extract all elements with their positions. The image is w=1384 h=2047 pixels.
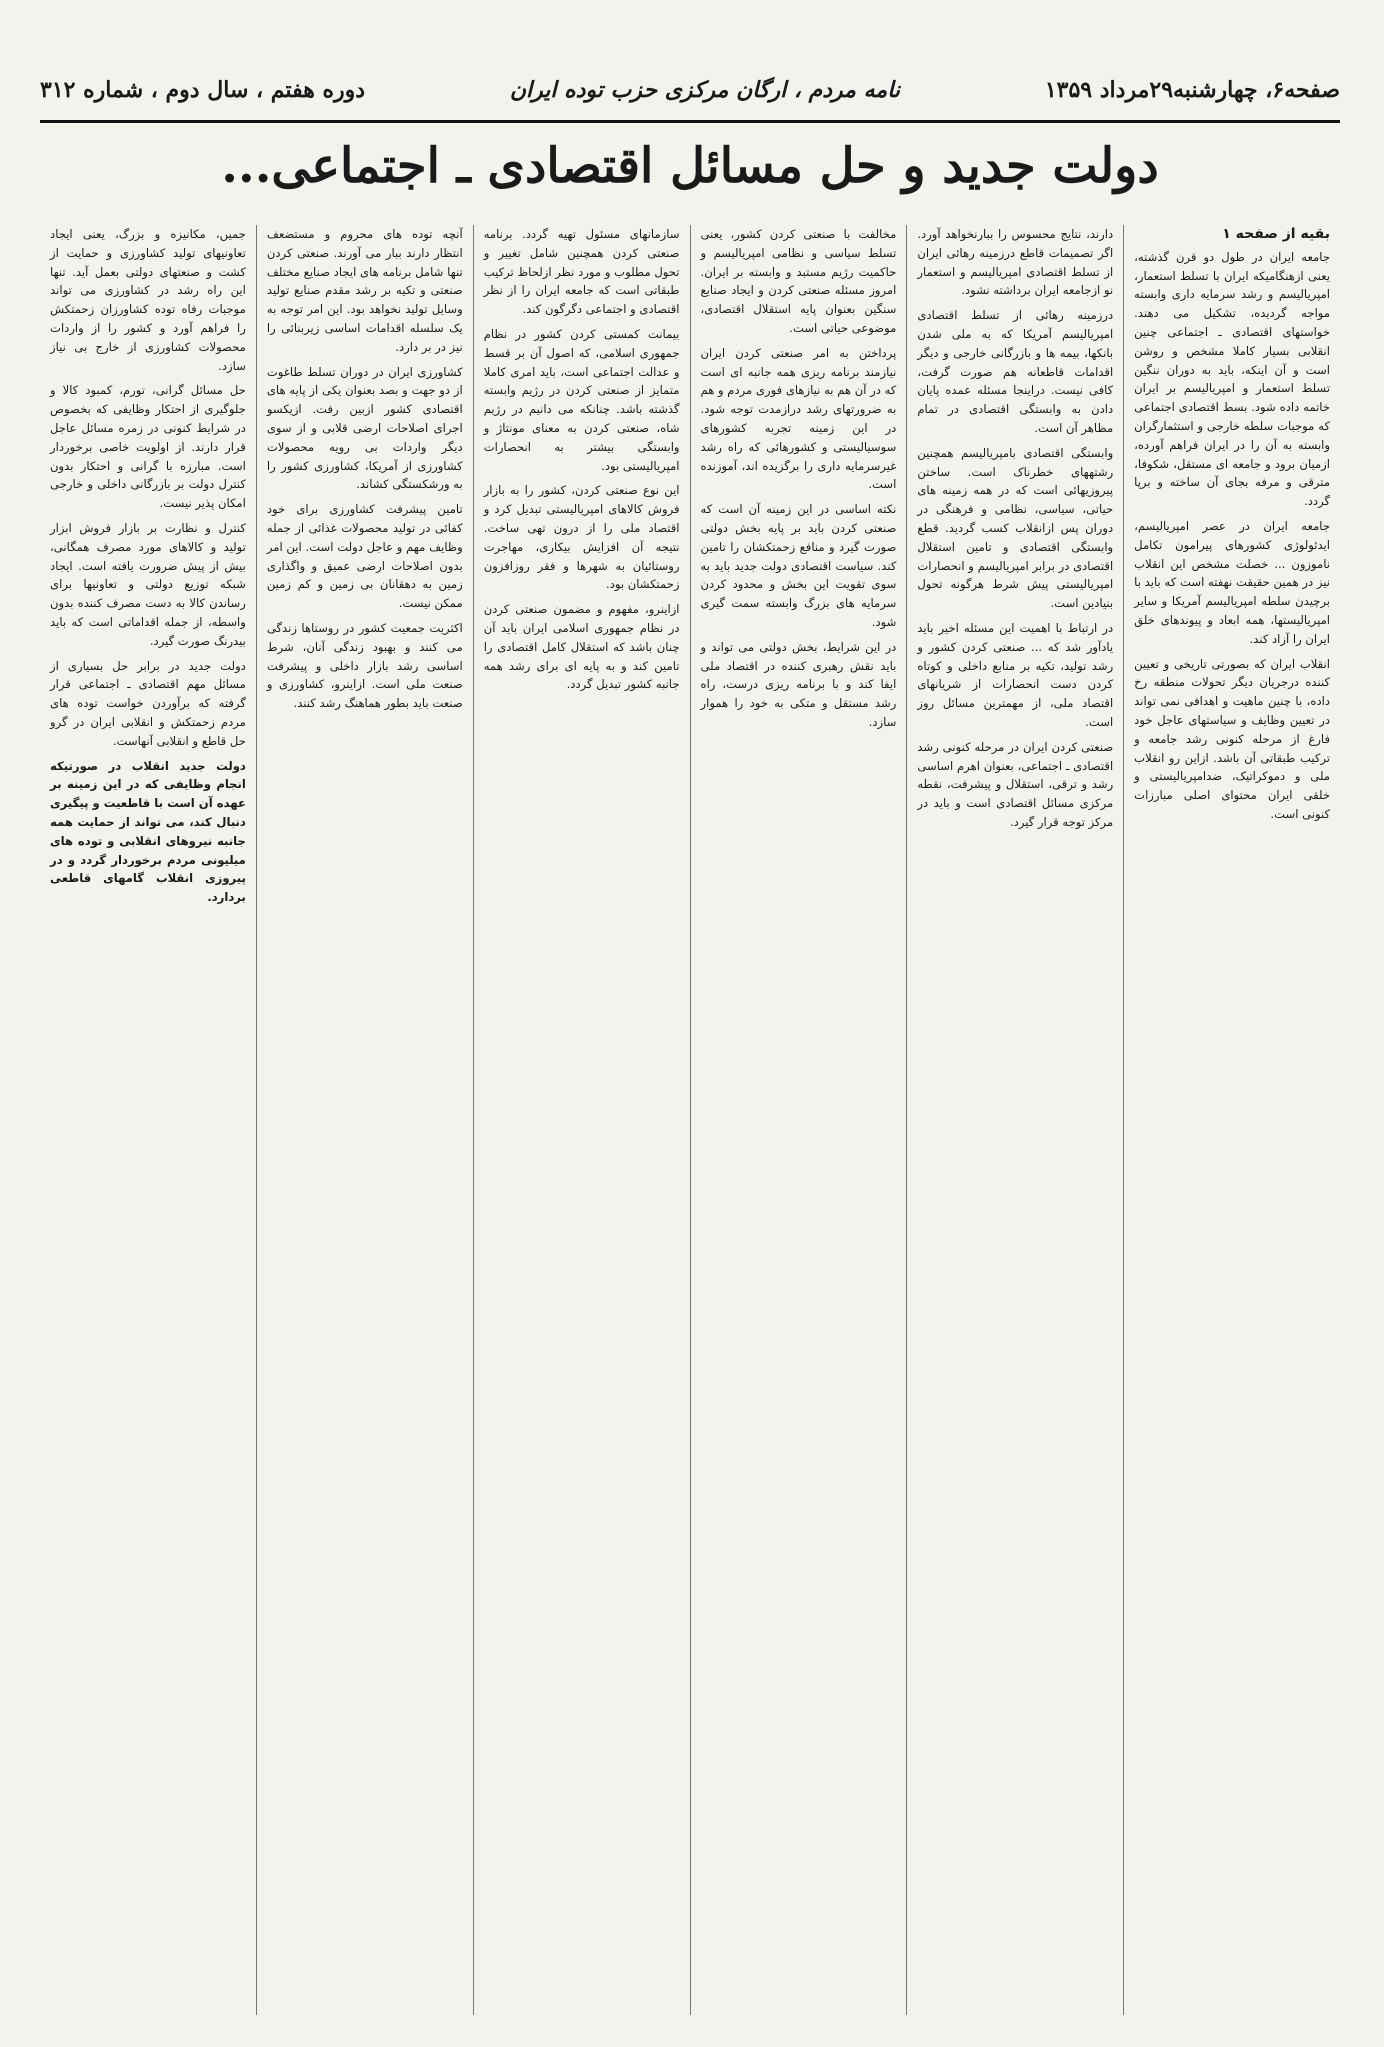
article-headline: دولت جدید و حل مسائل اقتصادی ـ اجتماعی... <box>221 138 1159 194</box>
paragraph: وابستگی اقتصادی بامپریالیسم همچنین رشتههای خطرناک است. ساختن پیروزیهائی است که در همه زمینه های حیاتی، سیاسی، نظامی و فرهنگی در دوران پس ازانقلاب کسب گردید. قطع وابستگی اقتصادی و تامین استقلال اقتصادی در برابر امپریالیسم و انحصارات امپریالیستی پیش شرط هرگونه تحول بنیادین است. <box>917 445 1114 611</box>
paragraph: جمیں، مکانیزه و بزرگ، یعنی ایجاد تعاونیهای تولید کشاورزی و حمایت از کشت و صنعتهای دولتی بعمل آید. تنها این راه رشد در کشاورزی می تواند موجبات رفاه توده کشاورزان زحمتکش را فراهم آورد و کشور را از واردات محصولات کشاورزی از خارج بی نیاز سازد. <box>50 227 246 373</box>
paragraph: بیمانت کمستی کردن کشور در نظام جمهوری اسلامی، که اصول آن بر قسط و عدالت اجتماعی است، باید امری کاملا متمایز از صنعتی کردن در رژیم وابسته گذشته باشد. چنانکه می دانیم در رژیم شاه، صنعتی کردن به معنای مونتاژ و وابستگی بیشتر به انحصارات امپریالیستی بود. <box>483 326 680 473</box>
paragraph: درزمینه رهائی از تسلط اقتصادی امپریالیسم آمریکا که به ملی شدن بانکها، بیمه ها و بازرگانی خارجی و دیگر اقدامات قاطعانه هم صورت گرفت، کافی نیست. دراینجا مسئله عمده پایان دادن به وابستگی اقتصادی در تمام مظاهر آن است. <box>917 308 1114 435</box>
paragraph: کنترل و نظارت بر بازار فروش ابزار تولید و کالاهای مورد مصرف همگانی، بیش از پیش ضرورت یافته است. ایجاد شبکه توزیع دولتی و تعاونیها برای رساندن کالا به دست مصرف کننده بدون واسطه، از جمله اقداماتی است که باید بیدرنگ صورت گیرد. <box>50 520 246 648</box>
paragraph: تامین پیشرفت کشاورزی برای خود کفائی در تولید محصولات غذائی از جمله وظایف مهم و عاجل دولت است. این امر بدون اصلاحات ارضی عمیق و واگذاری زمین به دهقانان بی زمین و کم زمین ممکن نیست. <box>266 502 463 611</box>
paragraph: سازمانهای مسئول تهیه گردد. برنامه صنعتی کردن همچنین شامل تغییر و تحول مطلوب و مورد نظر ازلحاظ ترکیب طبقاتی است که جامعه ایران را از نظر اقتصادی و اجتماعی دگرگون کند. <box>483 227 680 317</box>
paragraph: صنعتی کردن ایران در مرحله کنونی رشد اقتصادی ـ اجتماعی، بعنوان اهرم اساسی رشد و ترقی، استقلال و پیشرفت، نقطه مرکزی مسائل اقتصادی است و باید در مرکز توجه قرار گیرد. <box>917 739 1114 829</box>
paragraph: دولت جدید انقلاب در صورتیکه انجام وظایفی که در این زمینه بر عهده آن است با قاطعیت و پیگیری دنبال کند، می تواند از حمایت همه جانبه نیروهای انقلابی و توده های میلیونی مردم برخوردار گردد و در پیروزی انقلاب گامهای قاطعی بردارد. <box>50 758 246 905</box>
paragraph: این نوع صنعتی کردن، کشور را به بازار فروش کالاهای امپریالیستی تبدیل کرد و اقتصاد ملی را از درون تهی ساخت. نتیجه آن افزایش بیکاری، مهاجرت روستائیان به شهرها و فقر روزافزون زحمتکشان بود. <box>483 483 680 592</box>
paragraph: در ارتباط با اهمیت این مسئله اخیر باید یادآور شد که ... صنعتی کردن کشور و رشد تولید، تکیه بر منابع داخلی و کوتاه کردن دست انحصارات از شریانهای اقتصاد ملی، از مهمترین مسائل روز است. <box>917 620 1114 729</box>
article-columns <box>40 225 1340 2015</box>
paragraph: نکته اساسی در این زمینه آن است که صنعتی کردن باید بر پایه بخش دولتی صورت گیرد و منافع زحمتکشان را تامین کند. سیاست اقتصادی دولت جدید باید به سوی تقویت این بخش و محدود کردن سرمایه های بزرگ وابسته سمت گیری شود. <box>700 502 897 629</box>
paragraph: پرداختن به امر صنعتی کردن ایران نیازمند برنامه ریزی همه جانبه ای است که در آن هم به نیازهای فوری مردم و هم به ضرورتهای رشد درازمدت توجه شود. در این زمینه تجربه کشورهای سوسیالیستی و کشورهائی که راه رشد غیرسرمایه داری را برگزیده اند، آموزنده است. <box>700 345 897 492</box>
column-title: بقیه از صفحه ۱ <box>1222 226 1330 242</box>
column-5 <box>256 225 473 2015</box>
paragraph: اکثریت جمعیت کشور در روستاها زندگی می کنند و بهبود زندگی آنان، شرط اساسی رشد بازار داخلی و پیشرفت صنعت ملی است. ازاینرو، کشاورزی و صنعت باید بطور هماهنگ رشد کنند. <box>266 620 463 711</box>
paragraph: آنچه توده های محروم و مستضعف انتظار دارند ببار می آورند. صنعتی کردن تنها شامل برنامه های ایجاد صنایع مختلف صنعتی و تکیه بر رشد مقدم صنایع تولید وسایل تولید نخواهد بود. این امر توجه به یک سلسله اقدامات اساسی زیربنائی را نیز در بر دارد. <box>266 227 463 354</box>
masthead-title: نامه مردم ، ارگان مرکزی حزب توده ایران <box>509 77 901 103</box>
masthead-issue: دوره هفتم ، سال دوم ، شماره ۳۱۲ <box>40 77 366 103</box>
column-2 <box>906 225 1123 2015</box>
paragraph: جامعه ایران در عصر امپریالیسم، ایدئولوژی کشورهای پیرامون تکامل ناموزون ... خصلت مشخص این انقلاب نیز در همین حقیقت نهفته است که باید با برچیدن سلطه امپریالیسم آمریکا و سایر امپریالیستها، همه ابعاد و پیوندهای خلق ایران را آزاد کند. <box>1134 518 1330 646</box>
paragraph: انقلاب ایران که بصورتی تاریخی و تعیین کننده درجریان دیگر تحولات منطقه رخ داده، با چنین ماهیت و اهدافی نمی تواند در تعیین وظایف و سیاستهای عاجل خود فارغ از مرحله کنونی رشد جامعه و ترکیب طبقاتی آن باشد. ازاین رو انقلاب ملی و دموکراتیک، ضدامپریالیستی و خلقی ایران محتوای اصلی مبارزات کنونی است. <box>1134 656 1330 821</box>
masthead-date: صفحه۶، چهارشنبه۲۹مرداد ۱۳۵۹ <box>1044 77 1340 103</box>
column-6 <box>40 225 256 2015</box>
paragraph: جامعه ایران در طول دو قرن گذشته، یعنی ازهنگامیکه ایران با تسلط استعمار، امپریالیسم و رشد سرمایه داری وابسته مواجه گردیده، تشکیل می دهند. خواستهای اقتصادی ـ اجتماعی چنین انقلابی بسیار کاملا مشخص و روشن است و آن اینکه، باید به دوران ننگین تسلط استعمار و امپریالیسم بر ایران خاتمه داده شود. بسط اقتصادی اجتماعی که موجبات سلطه خارجی و استثمارگران وابسته به آن را در ایران فراهم آورده، ازمیان برود و جامعه ای مستقل، شکوفا، مترقی و مرفه بجای آن ساخته و برپا گردد. <box>1134 249 1330 509</box>
masthead <box>40 60 1340 123</box>
newspaper-page <box>40 60 1340 2020</box>
column-1 <box>1123 225 1340 2015</box>
column-3 <box>690 225 907 2015</box>
paragraph: کشاورزی ایران در دوران تسلط طاغوت از دو جهت و بصد بعنوان یکی از پایه های اقتصادی کشور ازبین رفت. ازیکسو اجرای اصلاحات ارضی قلابی و از سوی دیگر واردات بی رویه محصولات کشاورزی از آمریکا، کشاورزی کشور را به ورشکستگی کشاند. <box>266 364 463 492</box>
paragraph: مخالفت با صنعتی کردن کشور، یعنی تسلط سیاسی و نظامی امپریالیسم و حاکمیت رژیم مستبد و وابسته بر ایران. امروز مسئله صنعتی کردن و ایجاد صنایع سنگین بعنوان پایه استقلال اقتصادی، موضوعی حیاتی است. <box>700 227 897 335</box>
column-4 <box>473 225 690 2015</box>
paragraph: حل مسائل گرانی، تورم، کمبود کالا و جلوگیری از احتکار وظایفی که بخصوص در شرایط کنونی در زمره مسائل عاجل قرار دارند. از اولویت خاصی برخوردار است. مبارزه با گرانی و احتکار بدون کنترل دولت بر بازرگانی داخلی و خارجی امکان پذیر نیست. <box>50 383 246 511</box>
paragraph: ازاینرو، مفهوم و مضمون صنعتی کردن در نظام جمهوری اسلامی ایران باید آن چنان باشد که استقلال کامل اقتصادی را تامین کند و به پایه ای برای رشد همه جانبه کشور تبدیل گردد. <box>483 602 680 692</box>
paragraph: دولت جدید در برابر حل بسیاری از مسائل مهم اقتصادی ـ اجتماعی قرار گرفته که برآوردن خواست توده های مردم زحمتکش و انقلابی ایران در گرو حل قاطع و انقلابی آنهاست. <box>50 658 246 748</box>
paragraph: در این شرایط، بخش دولتی می تواند و باید نقش رهبری کننده در اقتصاد ملی ایفا کند و با برنامه ریزی درست، راه رشد مستقل و متکی به خود را هموار سازد. <box>700 639 897 729</box>
paragraph: دارند، نتایج محسوس را ببارنخواهد آورد. اگر تصمیمات قاطع درزمینه رهائی ایران از تسلط اقتصادی امپریالیسم و استعمار نو ازجامعه ایران برداشته نشود. <box>917 227 1114 298</box>
